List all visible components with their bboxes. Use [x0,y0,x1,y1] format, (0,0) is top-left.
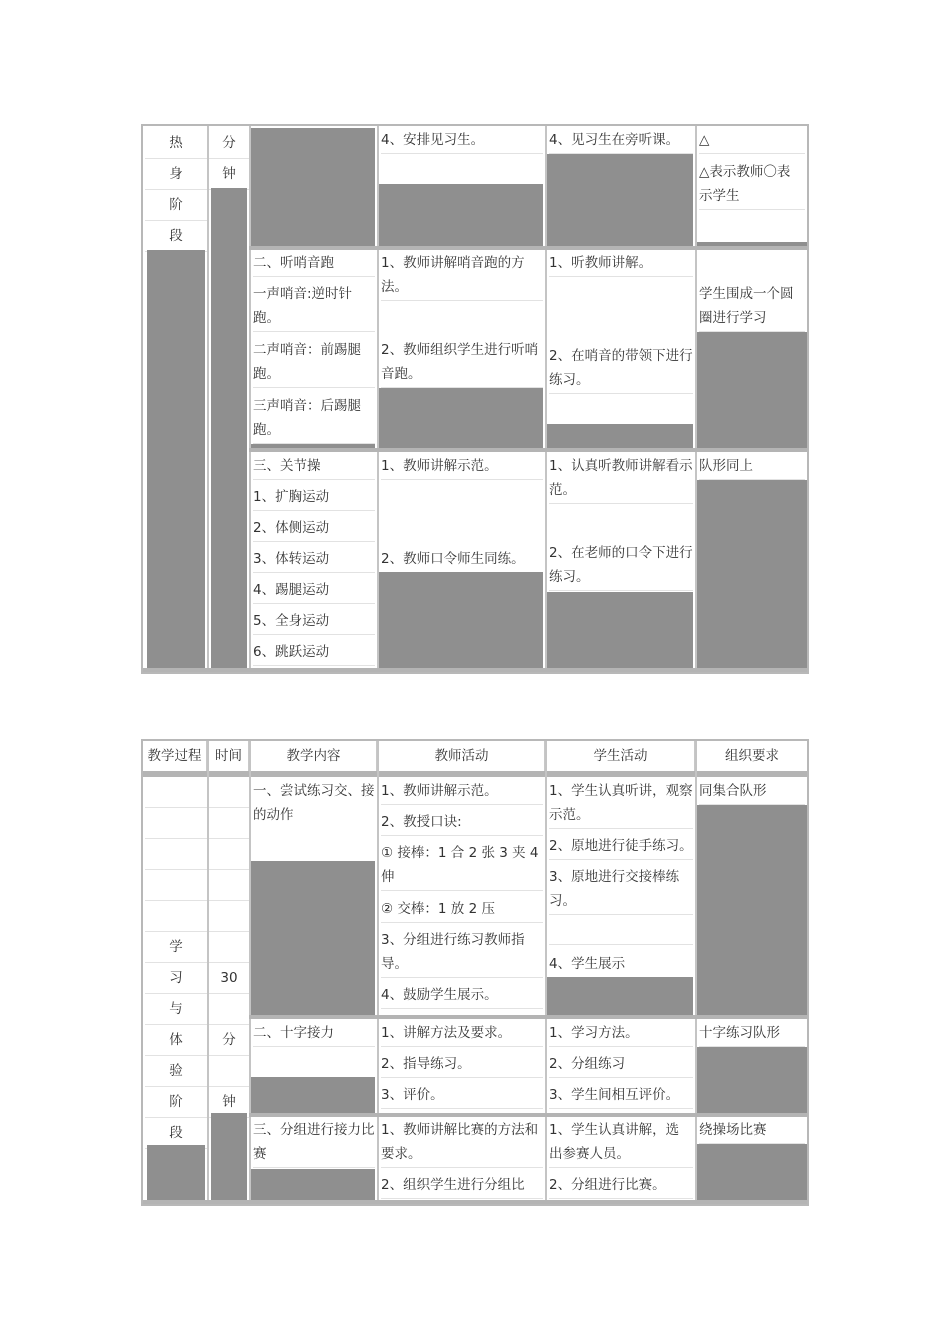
gray-block [147,250,205,672]
teacher-line: 3、分组进行练习教师指 [381,932,525,948]
teacher-line: 1、教师讲解示范。 [381,779,543,805]
stage-char: 学 [145,932,207,963]
org-line: △ [699,128,805,154]
content-column [251,777,377,1204]
student-line: 练习。 [549,565,693,591]
gray-block [251,1077,375,1113]
teacher-line: 1、教师讲解示范。 [381,454,543,480]
teacher-line: 1、讲解方法及要求。 [381,1021,543,1047]
header-student: 学生活动 [547,741,695,771]
teacher-line: ② 交棒：1 放 2 压 [381,897,543,923]
teacher-line: 法。 [381,275,543,301]
content-line: 6、跳跃运动 [253,640,375,666]
gray-block [697,480,807,668]
teacher-column [379,777,545,1204]
content-line: 1、扩胸运动 [253,485,375,511]
stage-column [145,126,207,672]
org-line: 绕操场比赛 [699,1118,805,1144]
content-line: 三、分组进行接力比 [253,1122,375,1138]
student-line: 2、在哨音的带领下进行 [549,348,693,364]
teacher-line: 1、教师讲解比赛的方法和 [381,1122,539,1138]
org-line: △表示教师〇表 [699,164,791,180]
teacher-line: 3、评价。 [381,1083,543,1109]
content-line: 跑。 [253,306,375,332]
teacher-line: 2、教师口令师生同练。 [381,547,543,573]
gray-block [211,1113,247,1204]
content-line: 跑。 [253,362,375,388]
stage-char: 热 [145,128,207,159]
gray-block [251,1169,375,1200]
org-line: 十字练习队形 [699,1021,805,1047]
time-column [209,777,249,1204]
header-time: 时间 [209,741,249,771]
header-content: 教学内容 [251,741,377,771]
gray-block [697,332,807,448]
gray-block [379,388,543,448]
time-char: 30 [209,963,249,994]
org-column [697,777,807,1204]
stage-char: 身 [145,159,207,190]
org-line: 同集合队形 [699,779,805,805]
stage-char: 段 [145,221,207,252]
gray-block [379,184,543,246]
student-line: 3、学生间相互评价。 [549,1083,693,1109]
student-line: 出参赛人员。 [549,1142,693,1168]
header-process: 教学过程 [143,741,207,771]
org-line: 队形同上 [699,454,805,480]
gray-block [147,1145,205,1204]
content-line: 5、全身运动 [253,609,375,635]
student-line: 1、学生认真听讲，观察 [549,783,693,799]
time-char: 钟 [209,1087,249,1118]
content-line: 三声哨音：后踢腿 [253,398,361,414]
time-char: 分 [209,128,249,159]
gray-block [547,154,693,246]
time-char: 分 [209,1025,249,1056]
time-char: 钟 [209,159,249,190]
teacher-column [379,126,545,672]
stage-char: 阶 [145,190,207,221]
student-line: 习。 [549,889,693,915]
content-line: 一、尝试练习交、接 [253,783,375,799]
header-teacher: 教师活动 [379,741,545,771]
warmup-table [141,124,809,674]
teacher-line: 4、鼓励学生展示。 [381,983,543,1009]
teacher-line: ① 接棒：1 合 2 张 3 夹 4 [381,845,539,861]
stage-char: 体 [145,1025,207,1056]
stage-char: 段 [145,1118,207,1149]
stage-char: 与 [145,994,207,1025]
org-line: 学生围成一个圆 [699,286,794,302]
student-line: 2、分组练习 [549,1052,693,1078]
gray-block [251,861,375,1015]
org-line: 示学生 [699,184,805,210]
gray-block [697,1047,807,1113]
content-line: 一声哨音:逆时针 [253,286,353,302]
teacher-line: 2、教师组织学生进行听哨 [381,342,539,358]
content-line: 二声哨音：前踢腿 [253,342,361,358]
student-column [547,777,695,1204]
teacher-line: 要求。 [381,1142,543,1168]
student-line: 示范。 [549,803,693,829]
content-line: 的动作 [253,807,294,823]
teacher-line: 音跑。 [381,362,543,388]
teacher-line: 伸 [381,865,543,891]
student-line: 1、学生认真讲解，选 [549,1122,680,1138]
teacher-line: 1、教师讲解哨音跑的方 [381,255,525,271]
gray-block [547,592,693,668]
content-line: 3、体转运动 [253,547,375,573]
org-column [697,126,807,672]
gray-block [547,977,693,1015]
content-line: 三、关节操 [253,454,375,480]
student-line: 2、分组进行比赛。 [549,1173,693,1199]
gray-block [379,572,543,668]
student-line: 1、认真听教师讲解看示 [549,458,693,474]
student-line: 4、见习生在旁听课。 [549,128,693,154]
content-line: 赛 [253,1142,375,1168]
stage-column [145,777,207,1204]
teacher-line: 导。 [381,952,543,978]
student-line: 1、听教师讲解。 [549,251,693,277]
gray-block [697,805,807,1015]
practice-table [141,739,809,1206]
gray-block [697,1144,807,1200]
teacher-line: 4、安排见习生。 [381,128,543,154]
student-line: 3、原地进行交接棒练 [549,869,680,885]
student-line: 2、原地进行徒手练习。 [549,834,693,860]
content-line: 4、踢腿运动 [253,578,375,604]
content-line: 跑。 [253,418,375,444]
student-line: 4、学生展示 [549,952,693,978]
stage-char: 验 [145,1056,207,1087]
student-line: 练习。 [549,368,693,394]
teacher-line: 2、组织学生进行分组比 [381,1173,543,1199]
gray-block [251,128,375,246]
student-line: 范。 [549,478,693,504]
header-org: 组织要求 [725,748,779,764]
teacher-line: 2、指导练习。 [381,1052,543,1078]
org-line: 圈进行学习 [699,306,805,332]
stage-char: 阶 [145,1087,207,1118]
student-line: 1、学习方法。 [549,1021,693,1047]
time-column [209,126,249,672]
teacher-line: 2、教授口诀: [381,810,543,836]
content-line: 二、听哨音跑 [253,251,375,277]
student-line: 2、在老师的口令下进行 [549,545,693,561]
student-column [547,126,695,672]
content-line: 2、体侧运动 [253,516,375,542]
stage-char: 习 [145,963,207,994]
content-column [251,126,377,672]
gray-block [211,188,247,672]
gray-block [547,424,693,448]
content-line: 二、十字接力 [253,1021,375,1047]
